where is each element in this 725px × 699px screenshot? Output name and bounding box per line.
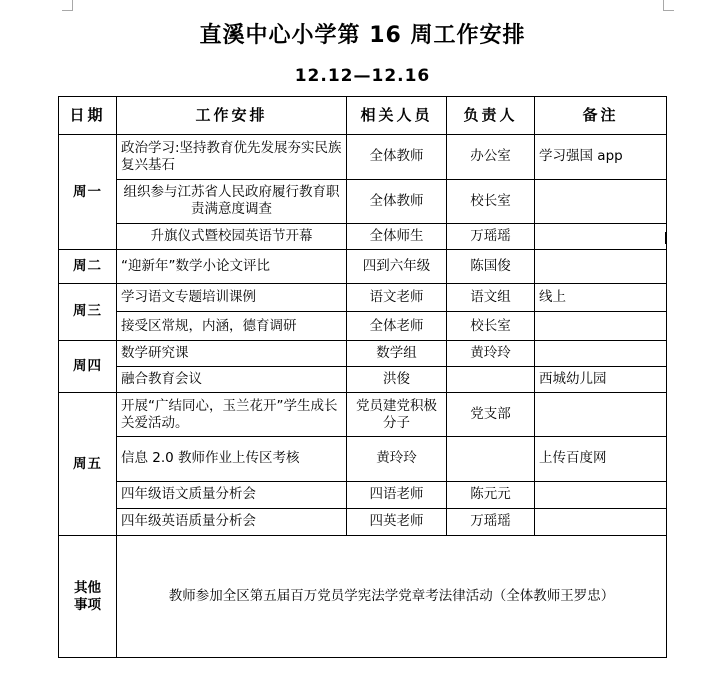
work-cell: 升旗仪式暨校园英语节开幕 bbox=[117, 223, 347, 249]
note-cell bbox=[535, 340, 667, 366]
owner-cell: 校长室 bbox=[447, 179, 535, 223]
work-cell: 组织参与江苏省人民政府履行教育职责满意度调查 bbox=[117, 179, 347, 223]
work-cell: 接受区常规，内涵，德育调研 bbox=[117, 312, 347, 340]
header-row bbox=[59, 97, 667, 135]
owner-cell: 陈国俊 bbox=[447, 250, 535, 284]
other-label bbox=[59, 536, 117, 658]
note-cell bbox=[535, 250, 667, 284]
day-wednesday: 周三 bbox=[59, 284, 117, 340]
other-text: 教师参加全区第五届百万党员学宪法学党章考法律活动（全体教师王罗忠） bbox=[117, 536, 667, 658]
note-cell: 线上 bbox=[535, 284, 667, 312]
note-cell: 西城幼儿园 bbox=[535, 366, 667, 392]
staff-cell: 黄玲玲 bbox=[347, 437, 447, 481]
owner-cell: 陈元元 bbox=[447, 481, 535, 508]
owner-cell: 语文组 bbox=[447, 284, 535, 312]
note-cell bbox=[535, 481, 667, 508]
table-row bbox=[59, 481, 667, 508]
owner-cell bbox=[447, 437, 535, 481]
work-cell: 开展“广结同心，玉兰花开”学生成长关爱活动。 bbox=[117, 393, 347, 437]
staff-cell: 四到六年级 bbox=[347, 250, 447, 284]
work-cell: 学习语文专题培训课例 bbox=[117, 284, 347, 312]
staff-cell: 四英老师 bbox=[347, 508, 447, 535]
staff-cell: 四语老师 bbox=[347, 481, 447, 508]
document-title: 直溪中心小学第 16 周工作安排 bbox=[199, 23, 526, 48]
day-monday: 周一 bbox=[59, 135, 117, 250]
table-row bbox=[59, 437, 667, 481]
owner-cell bbox=[447, 366, 535, 392]
table-row bbox=[59, 508, 667, 535]
staff-cell: 全体教师 bbox=[347, 179, 447, 223]
owner-cell: 办公室 bbox=[447, 135, 535, 179]
schedule-table bbox=[58, 96, 667, 658]
table-row bbox=[59, 179, 667, 223]
day-friday: 周五 bbox=[59, 393, 117, 536]
staff-cell: 全体师生 bbox=[347, 223, 447, 249]
work-cell: 数学研究课 bbox=[117, 340, 347, 366]
day-tuesday: 周二 bbox=[59, 250, 117, 284]
table-row bbox=[59, 250, 667, 284]
note-cell bbox=[535, 508, 667, 535]
staff-cell: 党员建党积极分子 bbox=[347, 393, 447, 437]
staff-cell: 洪俊 bbox=[347, 366, 447, 392]
owner-cell: 校长室 bbox=[447, 312, 535, 340]
page-corner-mark-left bbox=[62, 0, 73, 11]
staff-cell: 数学组 bbox=[347, 340, 447, 366]
note-cell: 上传百度网 bbox=[535, 437, 667, 481]
header-staff: 相关人员 bbox=[347, 97, 447, 135]
text-cursor-mark bbox=[665, 232, 667, 244]
note-cell bbox=[535, 223, 667, 249]
owner-cell: 党支部 bbox=[447, 393, 535, 437]
work-cell: 政治学习:坚持教育优先发展夯实民族复兴基石 bbox=[117, 135, 347, 179]
other-label-line2: 事项 bbox=[74, 596, 101, 613]
table-row bbox=[59, 135, 667, 179]
note-cell bbox=[535, 179, 667, 223]
work-cell: 四年级英语质量分析会 bbox=[117, 508, 347, 535]
header-note: 备注 bbox=[535, 97, 667, 135]
header-work: 工作安排 bbox=[117, 97, 347, 135]
table-row bbox=[59, 340, 667, 366]
owner-cell: 万瑶瑶 bbox=[447, 508, 535, 535]
staff-cell: 语文老师 bbox=[347, 284, 447, 312]
date-range: 12.12—12.16 bbox=[294, 66, 431, 86]
work-cell: 融合教育会议 bbox=[117, 366, 347, 392]
note-cell: 学习强国 app bbox=[535, 135, 667, 179]
work-cell: “迎新年”数学小论文评比 bbox=[117, 250, 347, 284]
staff-cell: 全体教师 bbox=[347, 135, 447, 179]
page-corner-mark-right bbox=[663, 0, 674, 11]
work-cell: 四年级语文质量分析会 bbox=[117, 481, 347, 508]
note-cell bbox=[535, 312, 667, 340]
day-thursday: 周四 bbox=[59, 340, 117, 392]
owner-cell: 黄玲玲 bbox=[447, 340, 535, 366]
owner-cell: 万瑶瑶 bbox=[447, 223, 535, 249]
other-row bbox=[59, 536, 667, 658]
header-owner: 负责人 bbox=[447, 97, 535, 135]
table-row bbox=[59, 366, 667, 392]
staff-cell: 全体老师 bbox=[347, 312, 447, 340]
note-cell bbox=[535, 393, 667, 437]
table-row bbox=[59, 393, 667, 437]
table-row bbox=[59, 312, 667, 340]
work-cell: 信息 2.0 教师作业上传区考核 bbox=[117, 437, 347, 481]
other-label-line1: 其他 bbox=[74, 579, 101, 596]
header-date: 日期 bbox=[59, 97, 117, 135]
table-row bbox=[59, 223, 667, 249]
table-row bbox=[59, 284, 667, 312]
